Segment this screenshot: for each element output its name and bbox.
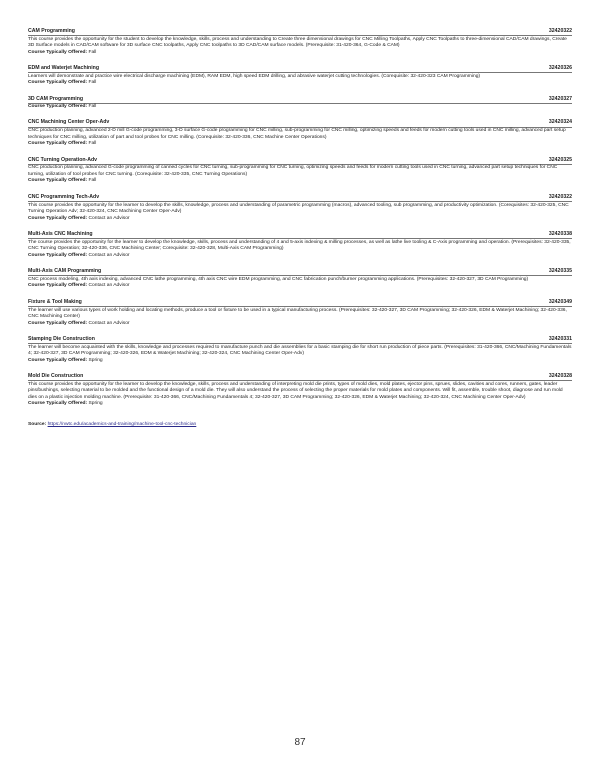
offered-term: Fall <box>88 80 97 86</box>
offered-label: Course Typically Offered: <box>28 357 88 363</box>
offered-label: Course Typically Offered: <box>28 49 88 55</box>
course-entry <box>28 194 572 222</box>
offered-label: Course Typically Offered: <box>28 283 88 289</box>
offered-term: Fall <box>88 178 97 184</box>
course-title: Multi-Axis CAM Programming <box>28 268 102 275</box>
course-code: 32420322 <box>548 28 572 34</box>
course-title: 3D CAM Programming <box>28 95 84 102</box>
course-description: This course provides the opportunity for the learner to develop the knowledge, skills, process and understanding of interpreting mold die prints, types of mold dies, mold plates, ejector pins, sprues, slides, cavities and cores, runners, gates, leader pins/bushings, selecting material to be molded and the functional design of a mold die. They will also understand the process of selecting the proper materials for mold plates and components. Will fit, assemble, trouble shoot, diagnose and run mold dies on a plastic injection molding machine. (Prerequisite: 31-420-366, CNC/Machining Fundamentals 4; 32-420-327, 3D CAM Programming; 32-420-326, EDM & Waterjet Machining; 32-420-324, CNC Machining Center Oper-Adv) <box>28 381 563 400</box>
course-title: Mold Die Construction <box>28 373 84 380</box>
course-description: Learners will demonstrate and practice wire electrical discharge machining (EDM), RAM EDM, high speed EDM drilling, and abrasive waterjet cutting technologies. (Corequisite: 32-420-323 CAM Programming) <box>28 73 481 79</box>
course-header <box>28 268 572 276</box>
course-description: This course provides the opportunity for the student to develop the knowledge, skills, process and understanding to Create three dimensional drawings for CNC Milling Toolpaths, Apply CNC Toolpaths to three-dimensional CAD/CAM drawings, Create 3D Surface models in CAD/CAM software for 3D surface CNC toolpaths, Apply CNC toolpaths to 3D CAD/CAM surface models. (Prerequisite: 31-420-364, G-Code & CAM) <box>28 36 567 49</box>
course-description: The course provides the opportunity for the learner to develop the knowledge, skills, process and understanding of 4 and 5-axis indexing & milling processes, as well as lathe live tooling & C-Axis programming and operation. (Prerequisites: 32-420-335, CNC Turning Operation; 32-420-336, CNC Machining Center; Corequisite: 32-420-328, Multi-Axis CAM Programming) <box>28 239 571 252</box>
course-offered <box>28 141 572 148</box>
course-offered <box>28 50 572 57</box>
course-catalog-page <box>28 28 572 428</box>
offered-label: Course Typically Offered: <box>28 401 88 407</box>
course-header <box>28 336 572 344</box>
offered-label: Course Typically Offered: <box>28 215 88 221</box>
course-offered <box>28 178 572 185</box>
course-code: 32420327 <box>548 95 572 102</box>
offered-label: Course Typically Offered: <box>28 320 88 326</box>
course-entry <box>28 336 572 364</box>
course-list <box>28 28 572 408</box>
course-code: 32420325 <box>548 156 572 163</box>
source-link[interactable]: https://nwtc.edu/academics-and-training/machine-tool-cnc-technician <box>47 421 197 427</box>
offered-term: Contact an Advisor <box>88 283 130 289</box>
course-entry <box>28 299 572 327</box>
course-entry <box>28 28 572 56</box>
course-header <box>28 65 572 73</box>
course-header <box>28 194 572 202</box>
course-code: 32420331 <box>548 336 572 343</box>
course-offered <box>28 358 572 365</box>
course-entry <box>28 157 572 185</box>
course-title: Multi-Axis CNC Machining <box>28 231 93 238</box>
course-description: The learner will become acquainted with the skills, knowledge and processes required to manufacture punch and die assemblies for a basic stamping die for short run production of piece parts. (Prerequisites: 31-420-366, CNC/Machining Fundamentals 4; 32-420-327, 3D CAM Programming; 32-420-326, EDM & Waterjet Machining; 32-420-324, CNC Machining Center Oper-Adv) <box>28 344 572 357</box>
course-description: This course provides the opportunity for the learner to develop the skills, knowledge, process and understanding of parametric programming (macros), advanced tooling, sub programming, and productivity optimization. (Corequisites: 32-420-325, CNC Turning Operation Adv; 32-420-324, CNC Machining Center Oper-Adv) <box>28 202 569 215</box>
offered-term: Contact an Advisor <box>88 252 130 258</box>
page-number: 87 <box>294 737 306 748</box>
offered-label: Course Typically Offered: <box>28 178 88 184</box>
course-offered <box>28 253 572 260</box>
course-code: 32420338 <box>548 231 572 238</box>
offered-label: Course Typically Offered: <box>28 80 88 86</box>
offered-term: Contact an Advisor <box>88 320 130 326</box>
offered-term: Contact an Advisor <box>88 215 130 221</box>
course-header <box>28 119 572 127</box>
course-header <box>28 373 572 381</box>
course-code: 32420324 <box>548 119 572 126</box>
offered-term: Spring <box>88 357 103 363</box>
course-header <box>28 28 572 36</box>
course-description: The learner will use various types of work holding and locating methods, produce a tool or fixture to be used in a typical manufacturing process. (Prerequisites: 32-420-327, 3D CAM Programming; 32-420-326, EDM & Waterjet Machining; 32-420-336, CNC Machining Center) <box>28 307 567 320</box>
course-offered <box>28 401 572 408</box>
course-description: CNC production planning, advanced 2-D mill G-code programming, 3-D surface G-code programming for CNC milling, sub-programming for CNC milling, optimizing speeds and feeds for modern cutting tools used in CNC milling, advanced part setup techniques for CNC milling, utilization of part and tool probes for CNC milling. (Corequisite: 32-420-336, CNC Machine Center Operations) <box>28 128 566 140</box>
course-code: 32420326 <box>548 65 572 72</box>
course-header <box>28 231 572 239</box>
course-header <box>28 96 572 104</box>
course-code: 32420322 <box>548 193 572 200</box>
offered-label: Course Typically Offered: <box>28 103 88 109</box>
course-offered <box>28 283 572 290</box>
course-entry <box>28 65 572 87</box>
offered-term: Fall <box>88 141 97 147</box>
course-entry <box>28 373 572 408</box>
course-title: Stamping Die Construction <box>28 336 95 343</box>
offered-term: Fall <box>88 49 97 55</box>
course-title: EDM and Waterjet Machining <box>28 65 99 72</box>
offered-label: Course Typically Offered: <box>28 252 88 258</box>
course-entry <box>28 268 572 290</box>
course-entry <box>28 119 572 147</box>
course-code: 32420349 <box>548 298 572 305</box>
offered-label: Course Typically Offered: <box>28 141 88 147</box>
course-title: Fixture & Tool Making <box>28 298 82 305</box>
course-offered <box>28 321 572 328</box>
course-code: 32420328 <box>548 373 572 380</box>
course-header <box>28 299 572 307</box>
source-line <box>28 422 572 429</box>
course-description: CNC production planning, advanced G-code programming of canned cycles for CNC turning, sub-programming for CNC turning, optimizing speeds and feeds for modern cutting tools used in CNC turning, advanced part setup techniques for CNC turning, utilization of tool probes for CNC turning. (Corequisite: 32-420-335, CNC Turning Operations) <box>28 165 558 177</box>
course-description: CNC process modeling, 4th axis indexing, advanced CNC lathe programming, 4th axis CNC wire EDM programming, and CNC fabrication punch/burner programming applications. (Prerequisites: 32-420-327, 3D CAM Programming) <box>28 276 529 282</box>
course-title: CAM Programming <box>28 28 75 34</box>
course-entry <box>28 231 572 259</box>
course-title: CNC Machining Center Oper-Adv <box>28 119 110 126</box>
course-title: CNC Turning Operation-Adv <box>28 156 98 163</box>
source-label: Source: <box>28 421 47 427</box>
course-header <box>28 157 572 165</box>
course-offered <box>28 216 572 223</box>
course-code: 32420335 <box>548 268 572 275</box>
course-offered <box>28 104 572 111</box>
course-entry <box>28 96 572 111</box>
offered-term: Fall <box>88 103 97 109</box>
course-offered <box>28 80 572 87</box>
course-title: CNC Programming Tech-Adv <box>28 193 100 200</box>
offered-term: Spring <box>88 401 103 407</box>
